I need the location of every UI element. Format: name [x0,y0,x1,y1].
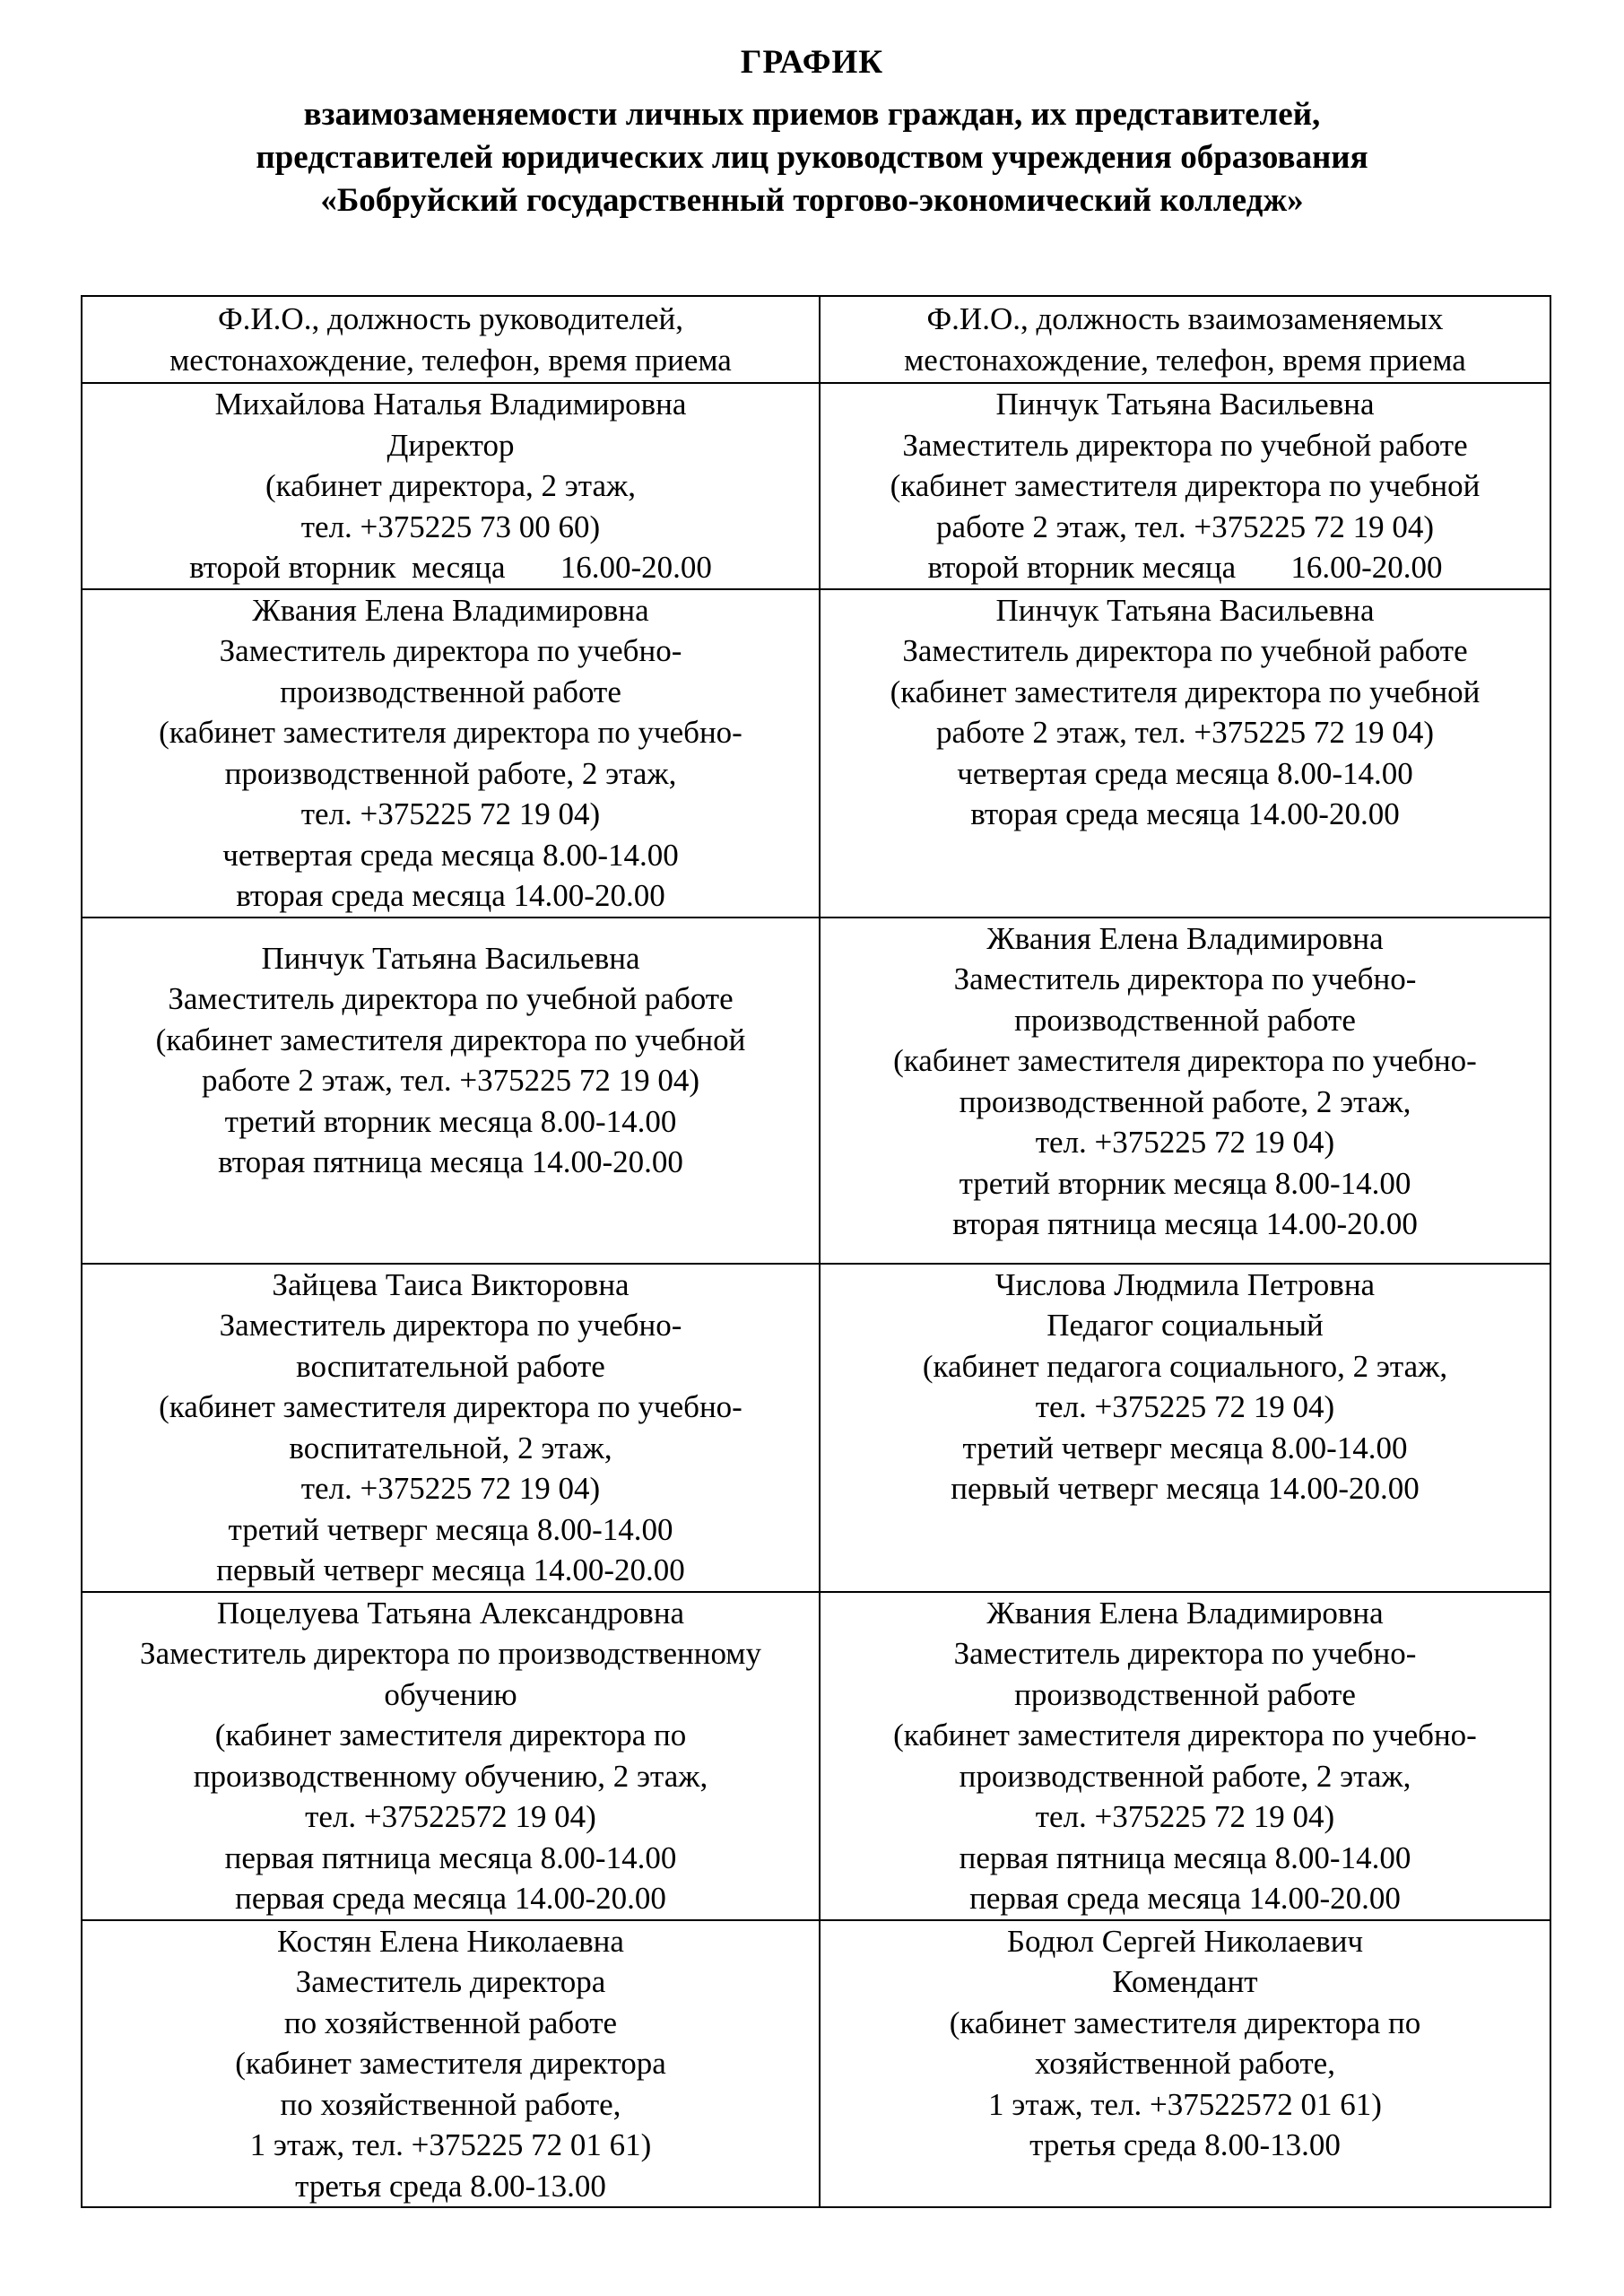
manager-cell [82,1592,820,1920]
cell-line: (кабинет заместителя директора по учебно- [159,1389,743,1424]
manager-cell [82,918,820,1264]
manager-cell [82,589,820,918]
subtitle-line: представителей юридических лиц руководством учреждения образования [256,139,1368,176]
cell-line: производственной работе, 2 этаж, [224,755,677,791]
cell-line: 1 этаж, тел. +37522572 01 61) [988,2086,1382,2122]
cell-line: первая среда месяца 14.00-20.00 [969,1881,1401,1916]
table-header-row [82,296,1550,383]
cell-line: Жвания Елена Владимировна [986,920,1384,956]
cell-line: Заместитель директора по учебной работе [168,981,734,1016]
cell-line: производственной работе [280,674,621,709]
cell-line: (кабинет заместителя директора по учебной [155,1022,746,1057]
cell-line: (кабинет директора, 2 этаж, [265,468,636,503]
table-row [82,1920,1550,2208]
manager-cell [82,1264,820,1592]
cell-line: вторая среда месяца 14.00-20.00 [970,796,1400,831]
cell-line: Заместитель директора по учебно- [953,1636,1417,1671]
cell-line: Пинчук Татьяна Васильевна [995,592,1375,628]
cell-line: (кабинет заместителя директора [235,2046,666,2081]
cell-line: воспитательной работе [296,1348,605,1384]
cell-line: Зайцева Таиса Викторовна [272,1266,630,1302]
cell-line: (кабинет заместителя директора по учебно- [159,715,743,750]
cell-line: производственной работе, 2 этаж, [959,1758,1411,1794]
cell-line: первая среда месяца 14.00-20.00 [235,1881,666,1916]
subtitle-line: «Бобруйский государственный торгово-экономический колледж» [320,182,1304,219]
cell-line: Бодюл Сергей Николаевич [1006,1923,1364,1959]
cell-line: Жвания Елена Владимировна [986,1595,1384,1631]
table-row [82,589,1550,918]
cell-line: тел. +375225 72 19 04) [1035,1389,1335,1424]
page-title: ГРАФИК [740,44,884,81]
manager-cell [82,1920,820,2208]
cell-line: (кабинет заместителя директора по учебно- [893,1043,1477,1078]
cell-line: третий вторник месяца 8.00-14.00 [224,1103,677,1139]
cell-line: Костян Елена Николаевна [277,1923,624,1959]
cell-line: второй вторник месяца 16.00-20.00 [189,550,712,585]
cell-line: первый четверг месяца 14.00-20.00 [216,1552,685,1587]
cell-line: 1 этаж, тел. +375225 72 01 61) [249,2127,652,2162]
cell-line: (кабинет заместителя директора по [949,2005,1421,2040]
cell-line: (кабинет заместителя директора по учебной [890,674,1481,709]
cell-line: производственному обучению, 2 этаж, [193,1758,708,1794]
cell-line: Поцелуева Татьяна Александровна [216,1595,685,1631]
cell-line: тел. +375225 72 19 04) [1035,1799,1335,1834]
table-row [82,383,1550,589]
cell-line: второй вторник месяца 16.00-20.00 [927,550,1443,585]
table-row [82,1264,1550,1592]
cell-line: Пинчук Татьяна Васильевна [261,940,640,976]
cell-line: работе 2 этаж, тел. +375225 72 19 04) [201,1063,700,1098]
cell-line: третий четверг месяца 8.00-14.00 [962,1430,1408,1465]
cell-line: производственной работе [1014,1002,1356,1038]
cell-line: первая пятница месяца 8.00-14.00 [224,1839,677,1875]
cell-line: вторая среда месяца 14.00-20.00 [236,878,665,913]
cell-line: первый четверг месяца 14.00-20.00 [951,1471,1420,1506]
subtitle-line: взаимозаменяемости личных приемов граждан, их представителей, [303,96,1321,133]
cell-line: по хозяйственной работе, [280,2086,621,2122]
cell-line: третий четверг месяца 8.00-14.00 [228,1511,673,1547]
page-subtitle [0,93,1624,222]
cell-line: тел. +375225 72 19 04) [1035,1125,1335,1160]
cell-line: Заместитель директора по учебной работе [902,427,1468,463]
cell-line: работе 2 этаж, тел. +375225 72 19 04) [935,509,1435,544]
cell-line: вторая пятница месяца 14.00-20.00 [218,1144,683,1179]
cell-line: Ф.И.О., должность взаимозаменяемых [926,301,1444,336]
cell-line: Заместитель директора по учебно- [953,961,1417,996]
substitute-cell [820,1920,1550,2208]
substitute-cell [820,589,1550,918]
cell-line: работе 2 этаж, тел. +375225 72 19 04) [935,715,1435,750]
cell-line: местонахождение, телефон, время приема [169,342,732,378]
substitute-cell [820,918,1550,1264]
cell-line: Заместитель директора по учебно- [219,1308,682,1343]
cell-line: (кабинет педагога социального, 2 этаж, [922,1348,1448,1384]
cell-line: Числова Людмила Петровна [994,1266,1376,1302]
cell-line: первая пятница месяца 8.00-14.00 [959,1839,1411,1875]
cell-line: третий вторник месяца 8.00-14.00 [959,1165,1411,1201]
cell-line: Директор [386,427,515,463]
cell-line: тел. +375225 72 19 04) [300,1471,601,1506]
substitute-cell [820,383,1550,589]
cell-line: Пинчук Татьяна Васильевна [995,387,1375,422]
substitute-cell [820,1592,1550,1920]
cell-line: производственной работе [1014,1676,1356,1712]
cell-line: Заместитель директора по учебной работе [902,633,1468,668]
schedule-table [81,295,1551,2208]
cell-line: Заместитель директора [295,1964,606,1999]
manager-cell [82,383,820,589]
cell-line: обучению [384,1676,517,1712]
cell-line: тел. +375225 72 19 04) [300,796,601,831]
cell-line: (кабинет заместителя директора по учебно- [893,1718,1477,1752]
cell-line: производственной работе, 2 этаж, [959,1083,1411,1119]
cell-line: Заместитель директора по производственному [140,1636,761,1671]
cell-line: Жвания Елена Владимировна [252,592,649,628]
cell-line: хозяйственной работе, [1035,2046,1335,2081]
cell-line: по хозяйственной работе [283,2005,618,2040]
cell-line: Михайлова Наталья Владимировна [214,387,687,422]
cell-line: местонахождение, телефон, время приема [904,342,1466,378]
table-row [82,1592,1550,1920]
header-cell-substitutes [820,296,1550,383]
header-cell-managers [82,296,820,383]
cell-line: (кабинет заместителя директора по [214,1718,687,1752]
cell-line: Комендант [1112,1964,1258,1999]
cell-line: тел. +37522572 19 04) [305,1799,596,1834]
cell-line: Заместитель директора по учебно- [219,633,682,668]
cell-line: воспитательной, 2 этаж, [289,1430,612,1465]
cell-line: четвертая среда месяца 8.00-14.00 [222,837,679,873]
cell-line: третья среда 8.00-13.00 [1029,2127,1341,2162]
table-row [82,918,1550,1264]
substitute-cell [820,1264,1550,1592]
cell-line: Педагог социальный [1046,1308,1324,1343]
cell-line: тел. +375225 73 00 60) [300,509,601,544]
cell-line: (кабинет заместителя директора по учебной [890,468,1481,503]
cell-line: Ф.И.О., должность руководителей, [218,301,683,336]
cell-line: вторая пятница месяца 14.00-20.00 [952,1206,1418,1241]
cell-line: третья среда 8.00-13.00 [295,2168,606,2204]
cell-line: четвертая среда месяца 8.00-14.00 [957,755,1413,791]
